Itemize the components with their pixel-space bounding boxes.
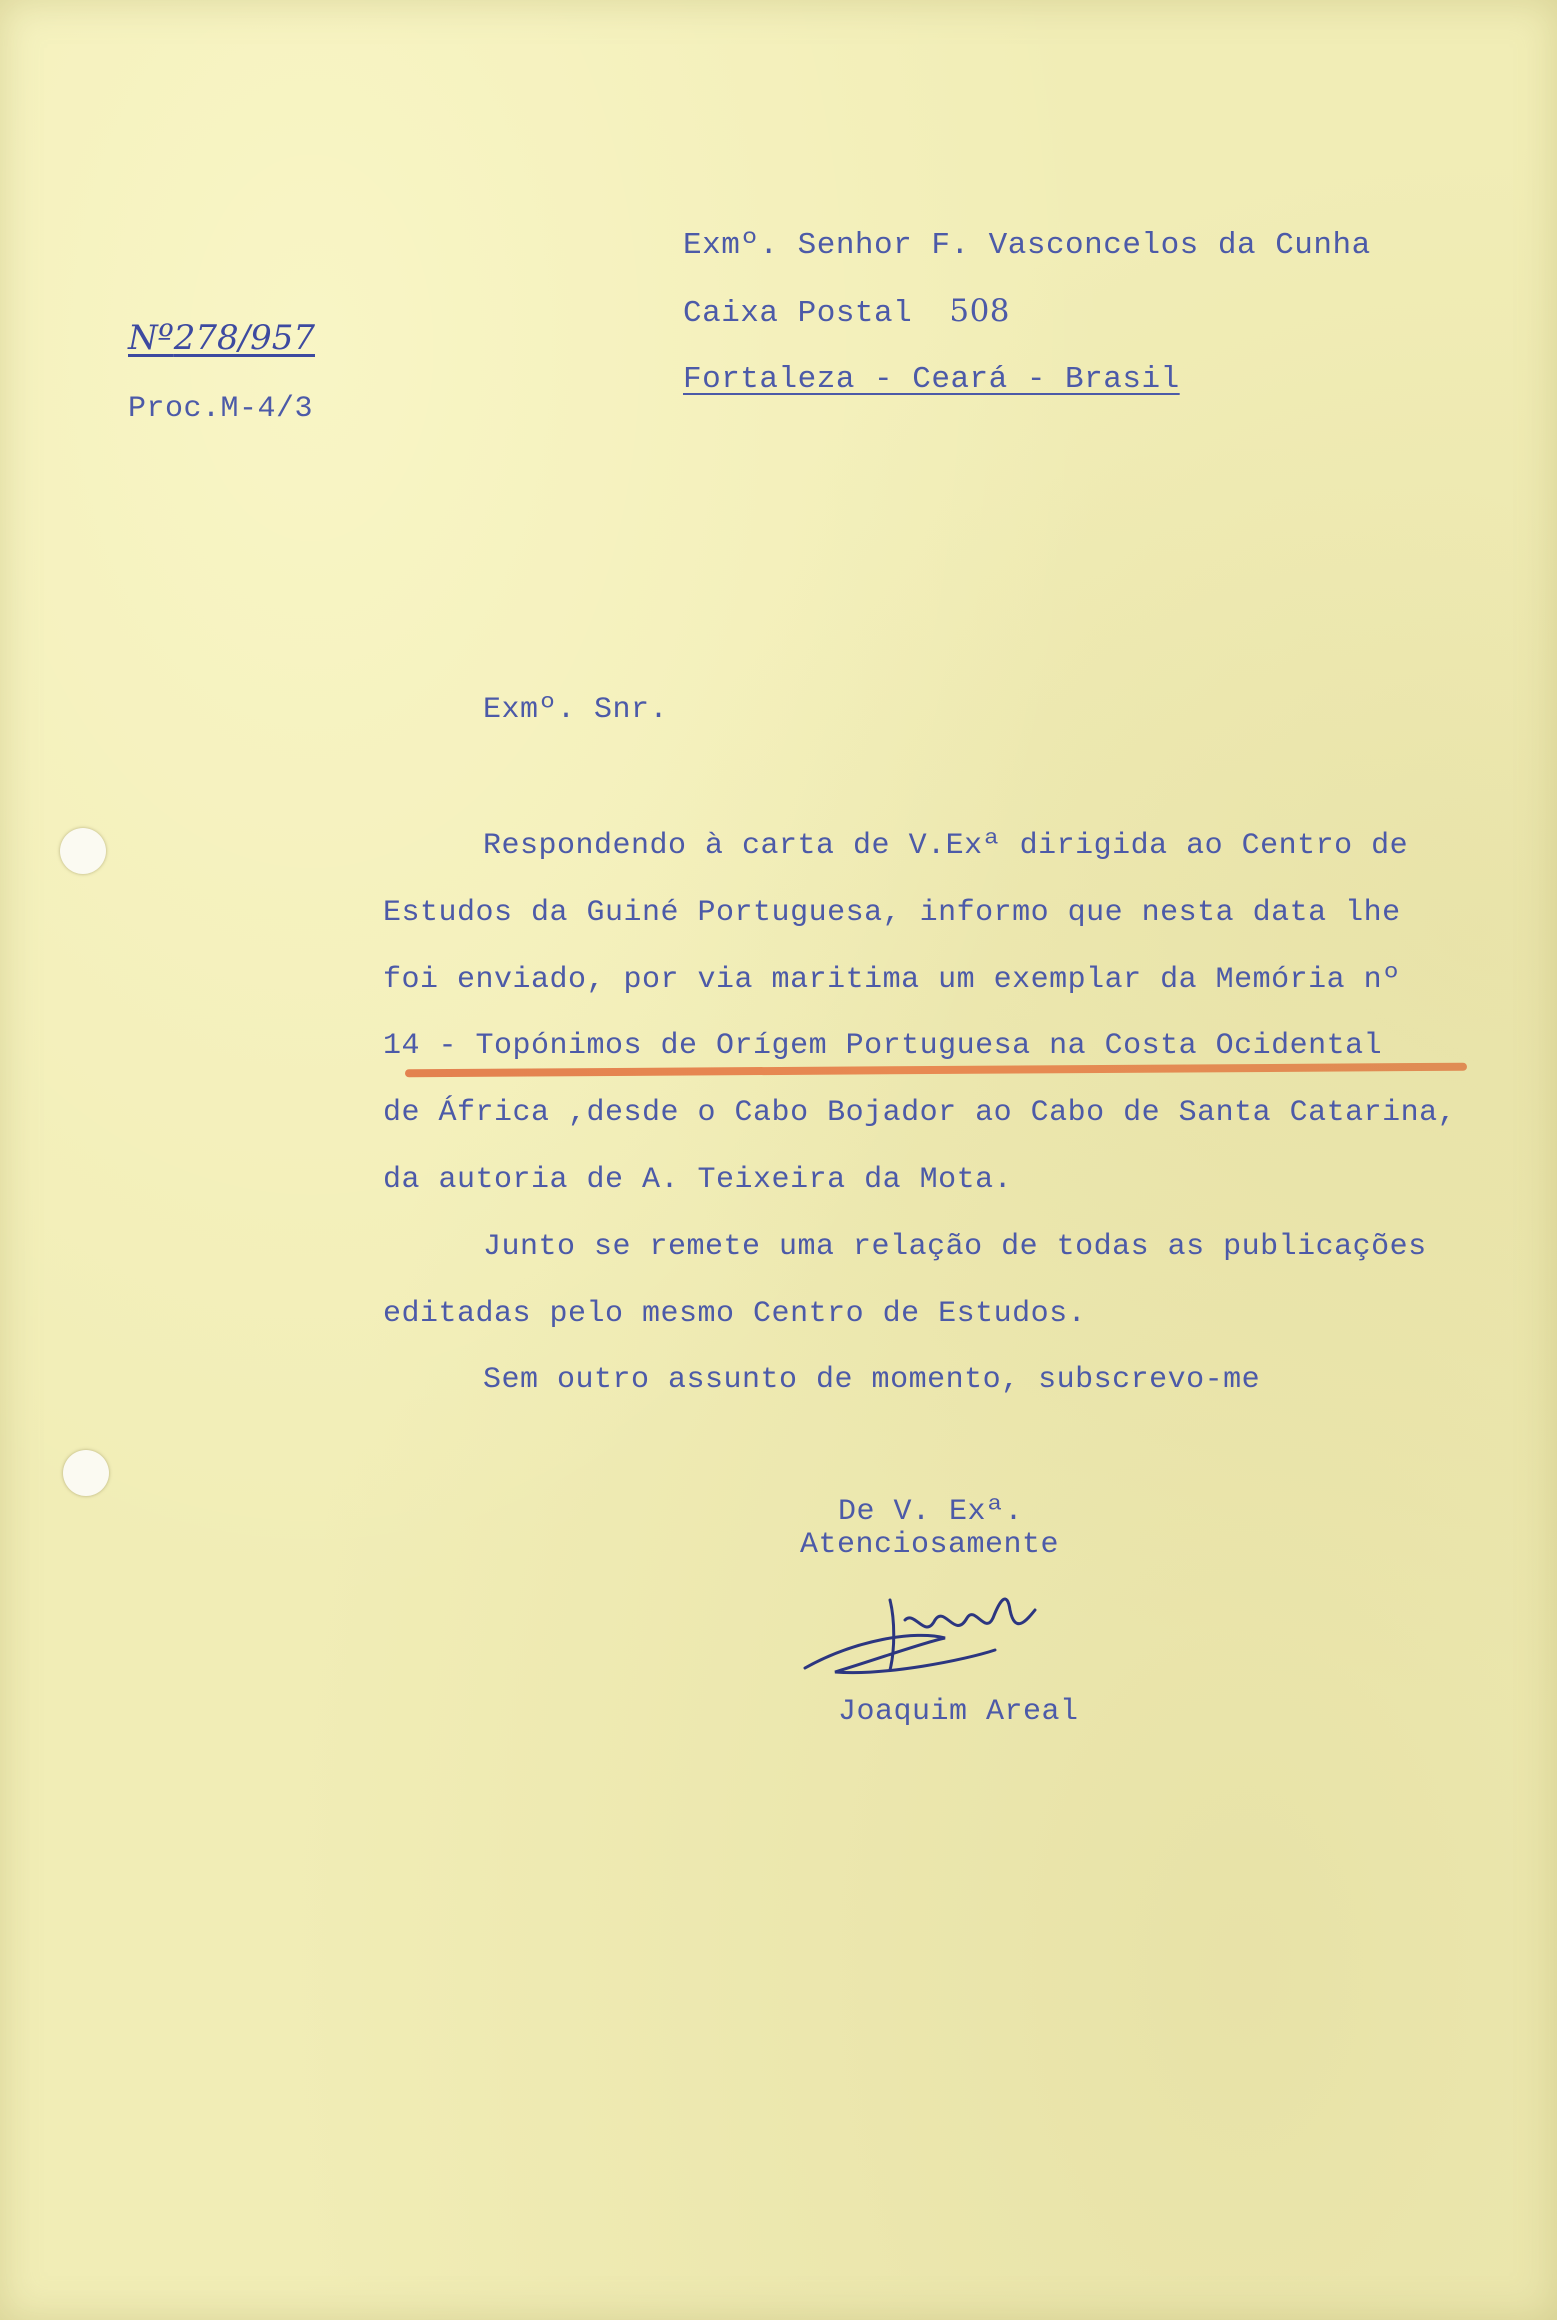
- closing-line-1: De V. Exª.: [838, 1495, 1024, 1529]
- salutation: Exmº. Snr.: [483, 693, 669, 727]
- process-reference: Proc.M-4/3: [128, 392, 314, 426]
- signature-name: Joaquim Areal: [838, 1695, 1079, 1729]
- punch-hole-bottom: [63, 1450, 109, 1496]
- red-pencil-underline: [405, 1063, 1467, 1077]
- recipient-caixa-postal: Caixa Postal: [683, 296, 913, 331]
- recipient-line-1: Exmº. Senhor F. Vasconcelos da Cunha: [683, 228, 1371, 263]
- body-line-2: Estudos da Guiné Portuguesa, informo que nesta data lhe: [383, 896, 1401, 930]
- body-line-4: 14 - Topónimos de Orígem Portuguesa na Costa Ocidental: [383, 1029, 1383, 1063]
- body-line-9: Sem outro assunto de momento, subscrevo-me: [483, 1363, 1261, 1397]
- body-line-1: Respondendo à carta de V.Exª dirigida ao Centro de: [483, 829, 1409, 863]
- handwritten-signature: [795, 1580, 1095, 1690]
- reference-number-value: 278/957: [173, 318, 315, 358]
- reference-number-label: Nº: [128, 318, 174, 358]
- body-line-5: de África ,desde o Cabo Bojador ao Cabo de Santa Catarina,: [383, 1096, 1457, 1130]
- body-line-8: editadas pelo mesmo Centro de Estudos.: [383, 1297, 1087, 1331]
- body-line-6: da autoria de A. Teixeira da Mota.: [383, 1163, 1013, 1197]
- punch-hole-top: [60, 828, 106, 874]
- body-line-7: Junto se remete uma relação de todas as publicações: [483, 1230, 1427, 1264]
- body-line-3: foi enviado, por via maritima um exemplar da Memória nº: [383, 963, 1401, 997]
- recipient-postal-number: 508: [949, 293, 1011, 329]
- closing-line-2: Atenciosamente: [800, 1528, 1060, 1562]
- reference-number: [128, 318, 315, 358]
- recipient-line-2: [683, 293, 1010, 331]
- recipient-line-3: Fortaleza - Ceará - Brasil: [683, 362, 1180, 397]
